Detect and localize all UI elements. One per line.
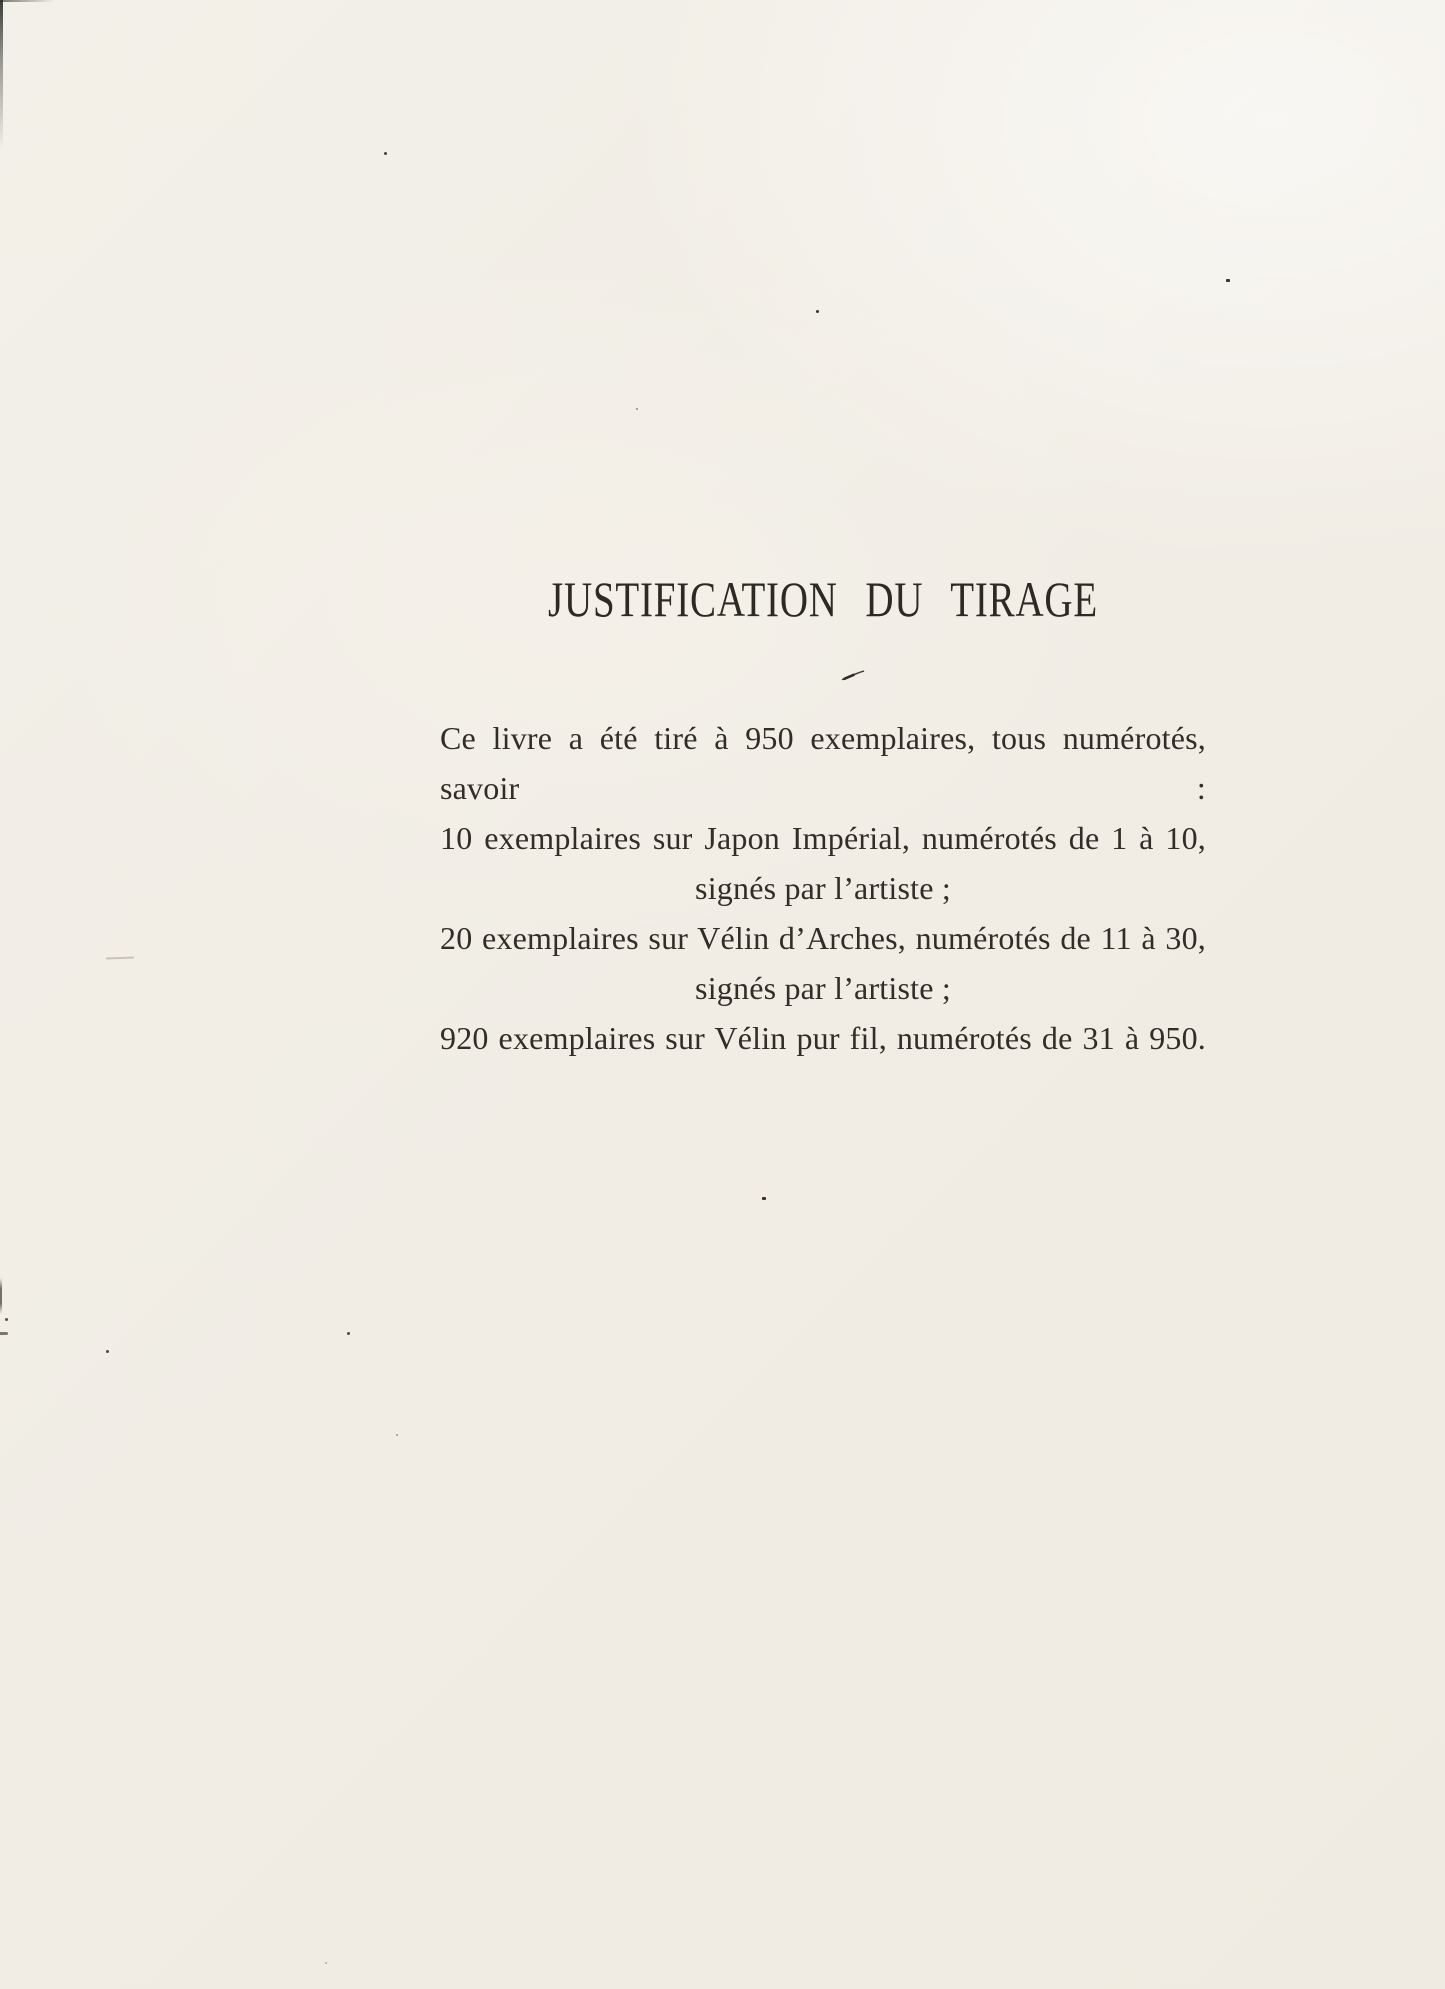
colophon-line-6: 920 exemplaires sur Vélin pur fil, numérotés de 31 à 950. xyxy=(440,1020,1206,1056)
dust-speck xyxy=(636,408,638,410)
scratch-mark xyxy=(106,957,134,960)
colophon-line-4: 20 exemplaires sur Vélin d’Arches, numérotés de 11 à 30, xyxy=(440,920,1206,956)
dust-speck xyxy=(325,1962,327,1964)
scan-edge-artifact-top xyxy=(0,0,55,2)
scan-edge-artifact-top-left xyxy=(0,0,3,150)
scan-edge-artifact-mid-left xyxy=(0,1278,2,1314)
colophon-line-2: 10 exemplaires sur Japon Impérial, numérotés de 1 à 10, xyxy=(440,820,1206,856)
page-title: JUSTIFICATION DU TIRAGE xyxy=(548,571,1098,627)
dust-speck xyxy=(396,1434,398,1436)
colophon-line-3: signés par l’artiste ; xyxy=(695,870,951,906)
dust-speck xyxy=(106,1350,109,1353)
dust-speck xyxy=(347,1332,350,1335)
dust-speck xyxy=(1226,279,1230,282)
dust-speck xyxy=(762,1197,766,1200)
dust-speck xyxy=(5,1318,8,1321)
dust-speck xyxy=(816,310,819,313)
colophon-line-5: signés par l’artiste ; xyxy=(695,970,951,1006)
dust-speck xyxy=(384,152,387,155)
colophon-line-1: Ce livre a été tiré à 950 exemplaires, tous numérotés, savoir : xyxy=(440,720,1206,806)
scan-edge-tick xyxy=(0,1332,8,1335)
colophon-text xyxy=(440,713,1206,1063)
flourish-ornament xyxy=(841,668,865,682)
